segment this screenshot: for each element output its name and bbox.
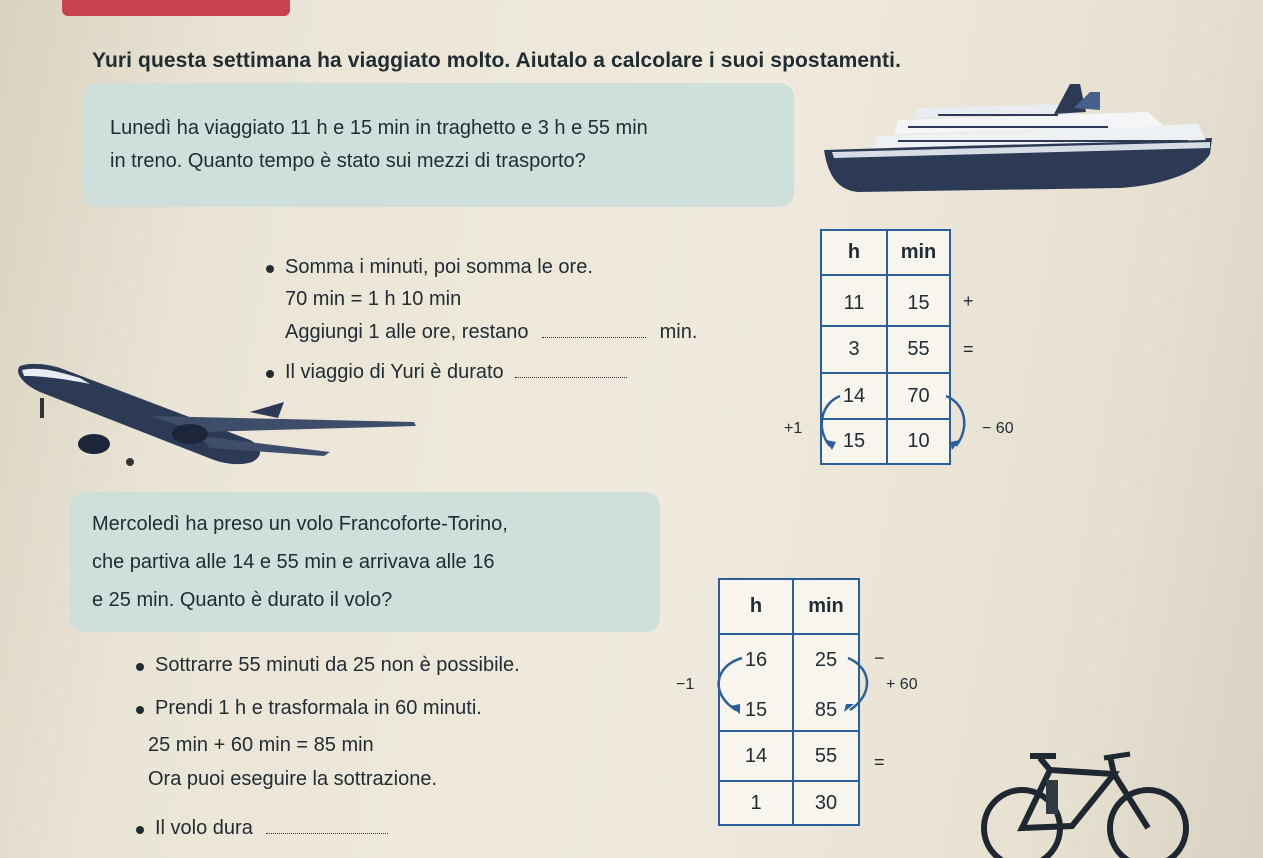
table1-row1-h: 11 <box>843 291 865 314</box>
table2-row1-h: 16 <box>744 648 768 671</box>
table2-borrow-arrows <box>700 648 880 720</box>
table2-borrow-right: + 60 <box>886 676 918 693</box>
problem1-step3 <box>285 321 697 344</box>
table2-row4-h: 1 <box>750 791 762 814</box>
table1-row4-h: 15 <box>842 430 866 452</box>
problem2-step5 <box>155 817 388 840</box>
problem2-duration-blank[interactable] <box>266 833 388 834</box>
problem2-text-line1: Mercoledì ha preso un volo Francoforte-Torino, <box>92 513 508 535</box>
table2-row3-min: 55 <box>814 744 838 767</box>
table2-row4-min: 30 <box>814 791 838 814</box>
table1-carry-arrows <box>810 390 980 460</box>
table2-row3-h: 14 <box>744 744 768 767</box>
table1-carry-left: +1 <box>784 420 803 437</box>
bicycle-image <box>980 740 1190 858</box>
table1-header-h: h <box>847 241 861 263</box>
table2-row2-min: 85 <box>814 698 838 721</box>
problem1-text-line1: Lunedì ha viaggiato 11 h e 15 min in traghetto e 3 h e 55 min <box>110 117 648 139</box>
problem2-step4: Ora puoi eseguire la sottrazione. <box>148 768 438 790</box>
problem1-duration-blank[interactable] <box>515 377 627 378</box>
problem1-text-line2: in treno. Quanto tempo è stato sui mezzi di trasporto? <box>110 150 586 172</box>
header-ribbon <box>62 0 290 16</box>
page-title: Yuri questa settimana ha viaggiato molto. Aiutalo a calcolare i suoi spostamenti. <box>92 49 902 72</box>
problem1-step3-prefix: Aggiungi 1 alle ore, restano <box>285 321 529 343</box>
problem1-step1: Somma i minuti, poi somma le ore. <box>285 256 593 278</box>
problem1-text <box>110 112 790 178</box>
table1-row2-h: 3 <box>848 338 860 360</box>
ferry-image <box>818 78 1218 196</box>
problem2-text <box>92 505 652 619</box>
table1-row3-min: 70 <box>907 384 930 407</box>
problem2-step3: 25 min + 60 min = 85 min <box>148 734 374 756</box>
table1-header-min: min <box>900 241 937 263</box>
problem1-step4-text: Il viaggio di Yuri è durato <box>285 361 504 383</box>
table2-row2-h: 15 <box>744 698 768 721</box>
problem1-remaining-minutes-blank[interactable] <box>542 337 646 338</box>
table2-row1-min: 25 <box>814 648 838 671</box>
table1-carry-right: − 60 <box>982 420 1014 437</box>
table2-header-min: min <box>808 595 844 617</box>
airplane-image <box>0 352 420 470</box>
table1-row3-h: 14 <box>842 384 866 407</box>
table2-header-h: h <box>749 595 763 617</box>
table1-op-equals: = <box>963 339 974 359</box>
table1-row2-min: 55 <box>907 338 930 360</box>
problem2-step1: Sottrarre 55 minuti da 25 non è possibile. <box>155 654 520 676</box>
table1-row1-min: 15 <box>907 291 930 314</box>
table1-op-plus: + <box>963 291 974 311</box>
table2-op-equals: = <box>874 752 885 772</box>
problem2-step2: Prendi 1 h e trasformala in 60 minuti. <box>155 697 482 719</box>
problem2-step5-text: Il volo dura <box>155 817 253 839</box>
problem1-step2: 70 min = 1 h 10 min <box>285 288 462 310</box>
problem2-text-line2: che partiva alle 14 e 55 min e arrivava alle 16 <box>92 551 495 573</box>
table2-op-minus: − <box>874 648 885 668</box>
table2-borrow-left: −1 <box>676 676 695 693</box>
table1-row4-min: 10 <box>907 430 930 452</box>
problem1-step3-suffix: min. <box>659 321 698 343</box>
problem2-text-line3: e 25 min. Quanto è durato il volo? <box>92 589 393 611</box>
